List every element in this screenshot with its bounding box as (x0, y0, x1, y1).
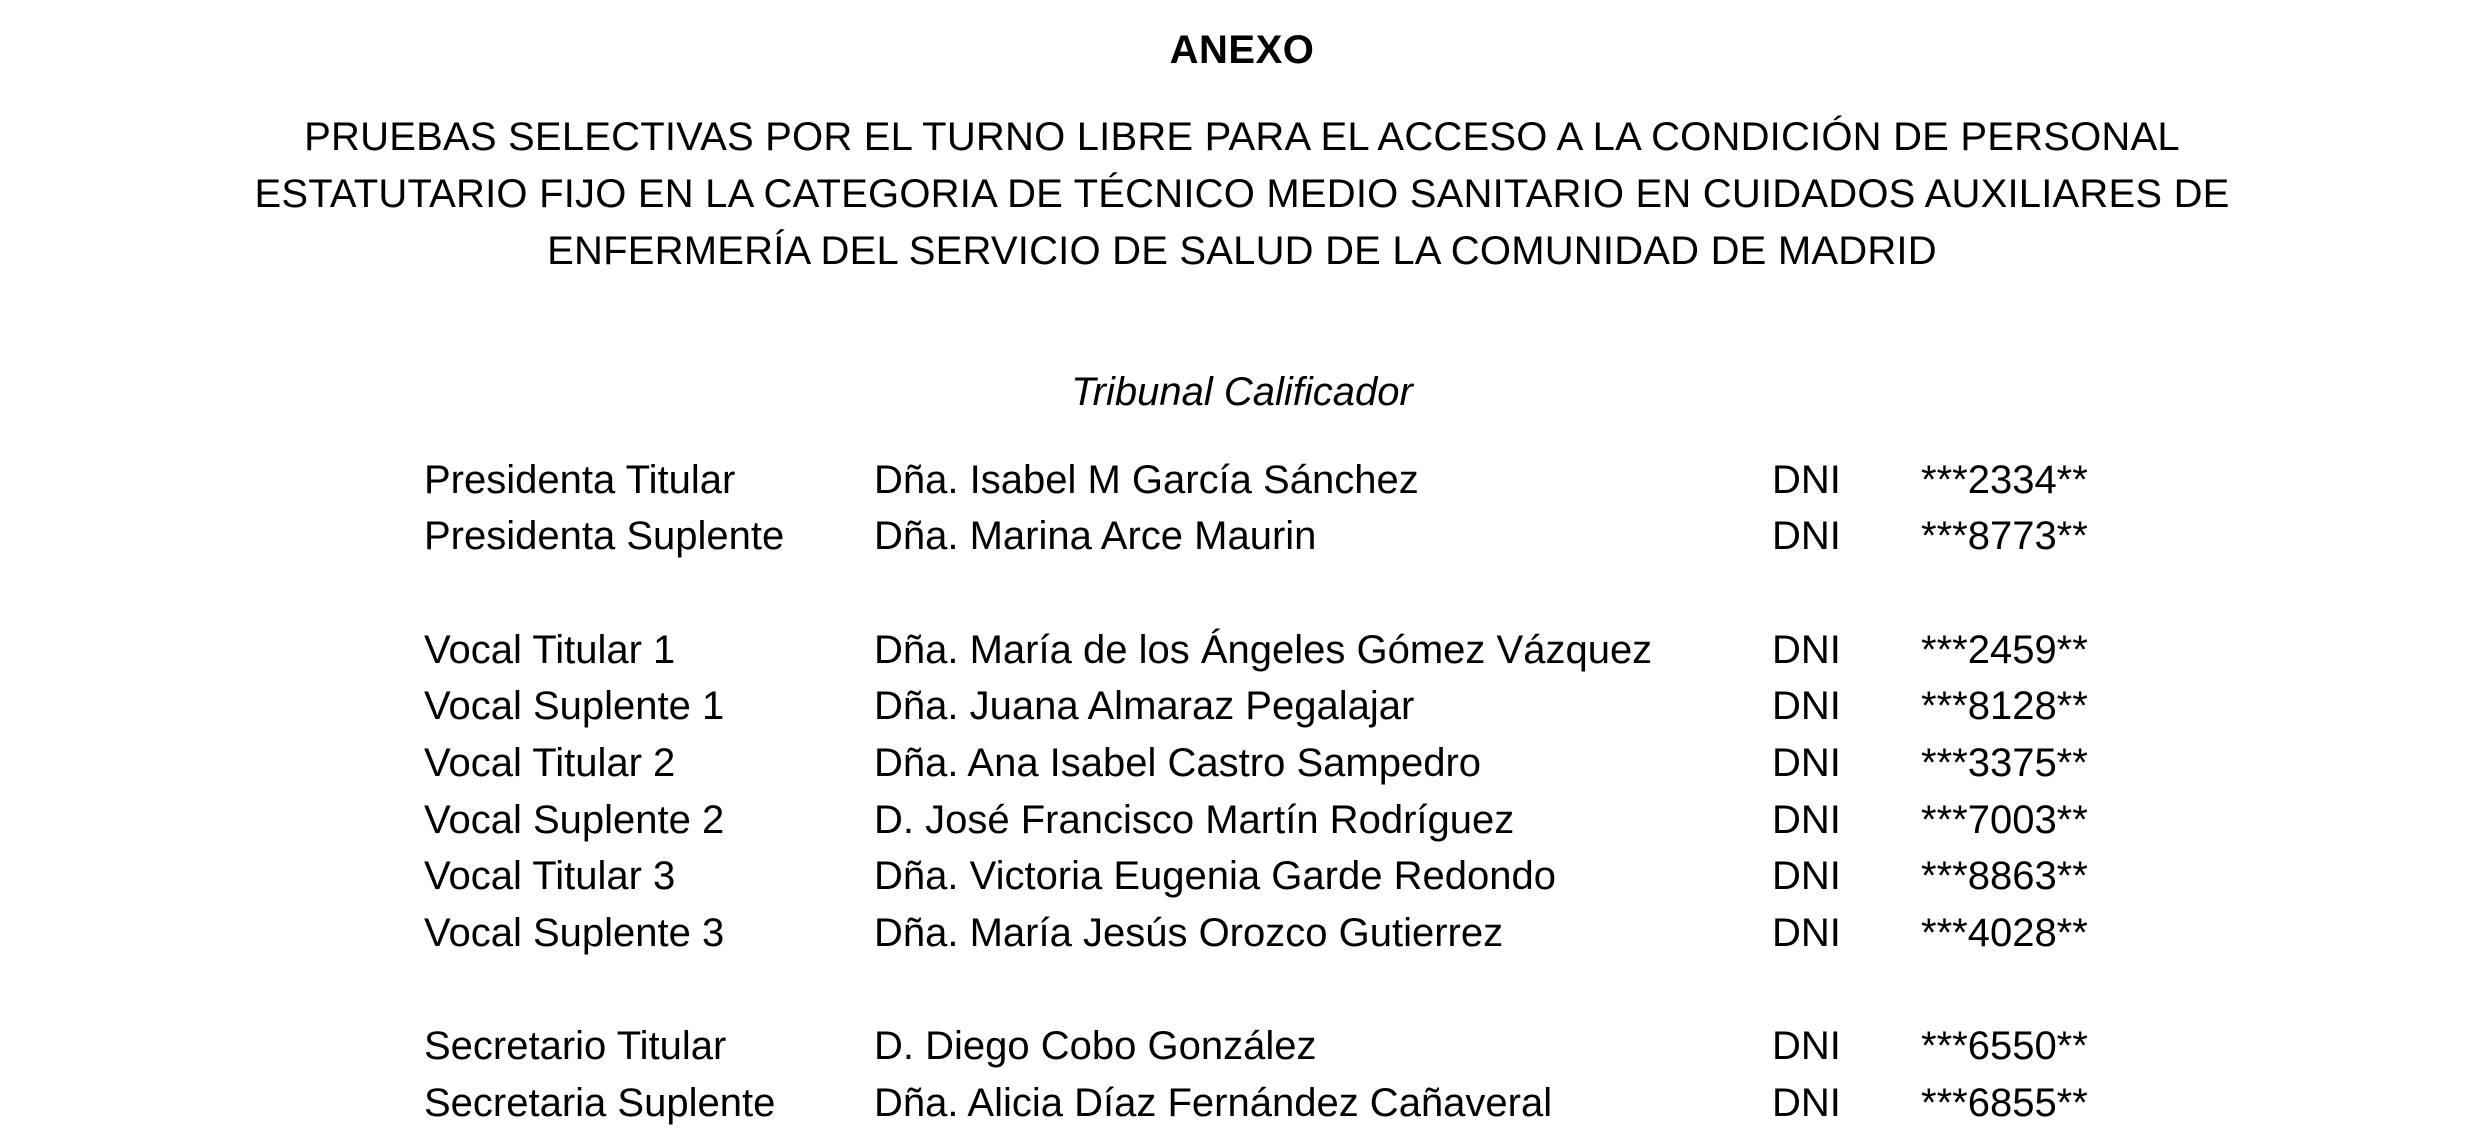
member-name: D. Diego Cobo González (874, 1024, 1317, 1068)
tribunal-row (0, 678, 2484, 734)
tribunal-row (0, 508, 2484, 564)
document-number: ***3375** (1921, 741, 2088, 785)
member-role: Vocal Titular 3 (424, 854, 676, 898)
member-role: Vocal Titular 1 (424, 628, 676, 672)
document-heading: ANEXO (1169, 28, 1315, 72)
member-role: Vocal Suplente 2 (424, 798, 725, 842)
member-name: Dña. Alicia Díaz Fernández Cañaveral (874, 1081, 1553, 1125)
document-number: ***8128** (1921, 684, 2088, 728)
document-type: DNI (1772, 741, 1841, 785)
member-name: Dña. Victoria Eugenia Garde Redondo (874, 854, 1556, 898)
document-number: ***2334** (1921, 458, 2088, 502)
tribunal-subtitle: Tribunal Calificador (1071, 370, 1413, 414)
document-type: DNI (1772, 1081, 1841, 1125)
document-type: DNI (1772, 628, 1841, 672)
member-name: Dña. Marina Arce Maurin (874, 514, 1317, 558)
member-name: D. José Francisco Martín Rodríguez (874, 798, 1515, 842)
document-title-line-3: ENFERMERÍA DEL SERVICIO DE SALUD DE LA COMUNIDAD DE MADRID (547, 229, 1937, 273)
document-number: ***2459** (1921, 628, 2088, 672)
document-number: ***6550** (1921, 1024, 2088, 1068)
member-role: Secretario Titular (424, 1024, 727, 1068)
document-title-line-2: ESTATUTARIO FIJO EN LA CATEGORIA DE TÉCNICO MEDIO SANITARIO EN CUIDADOS AUXILIARES DE (254, 172, 2230, 216)
member-role: Vocal Suplente 1 (424, 684, 725, 728)
member-role: Vocal Suplente 3 (424, 911, 725, 955)
tribunal-row (0, 622, 2484, 678)
tribunal-row (0, 792, 2484, 848)
document-type: DNI (1772, 514, 1841, 558)
member-name: Dña. Isabel M García Sánchez (874, 458, 1419, 502)
tribunal-row (0, 1075, 2484, 1131)
document-number: ***4028** (1921, 911, 2088, 955)
tribunal-row (0, 848, 2484, 904)
member-name: Dña. Ana Isabel Castro Sampedro (874, 741, 1482, 785)
document-type: DNI (1772, 1024, 1841, 1068)
document-type: DNI (1772, 684, 1841, 728)
member-role: Vocal Titular 2 (424, 741, 676, 785)
tribunal-row (0, 452, 2484, 508)
document-number: ***7003** (1921, 798, 2088, 842)
member-role: Presidenta Suplente (424, 514, 785, 558)
tribunal-row (0, 735, 2484, 791)
document-title-line-1: PRUEBAS SELECTIVAS POR EL TURNO LIBRE PARA EL ACCESO A LA CONDICIÓN DE PERSONAL (304, 115, 2180, 159)
tribunal-row (0, 1018, 2484, 1074)
document-number: ***8773** (1921, 514, 2088, 558)
tribunal-row (0, 905, 2484, 961)
document-type: DNI (1772, 458, 1841, 502)
member-role: Secretaria Suplente (424, 1081, 776, 1125)
document-type: DNI (1772, 798, 1841, 842)
member-name: Dña. María Jesús Orozco Gutierrez (874, 911, 1504, 955)
document-number: ***8863** (1921, 854, 2088, 898)
member-role: Presidenta Titular (424, 458, 736, 502)
member-name: Dña. Juana Almaraz Pegalajar (874, 684, 1415, 728)
document-type: DNI (1772, 911, 1841, 955)
member-name: Dña. María de los Ángeles Gómez Vázquez (874, 628, 1653, 672)
document-type: DNI (1772, 854, 1841, 898)
document-number: ***6855** (1921, 1081, 2088, 1125)
